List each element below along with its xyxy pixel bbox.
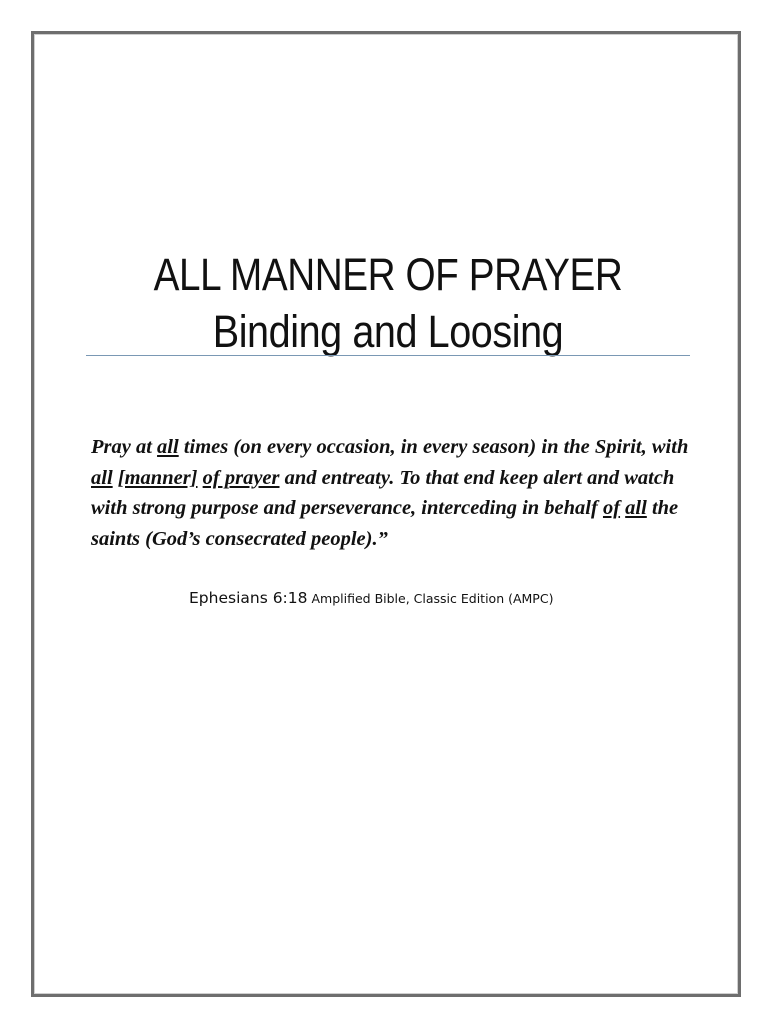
title-block xyxy=(86,246,690,360)
title-divider xyxy=(86,355,690,356)
scripture-quote xyxy=(91,432,691,554)
quote-underlined-text: all xyxy=(157,436,179,458)
quote-underlined-text: of xyxy=(602,497,621,519)
document-page xyxy=(31,31,741,997)
quote-underlined-text: all xyxy=(91,466,113,489)
quote-text: times (on every occasion, in every season) in the Spirit, with xyxy=(178,436,689,458)
quote-text: the saints (God’s consecrated people).” xyxy=(91,497,679,550)
citation-reference: Ephesians 6:18 xyxy=(189,589,308,607)
quote-text: Pray at xyxy=(91,436,158,458)
quote-underlined-text: of prayer xyxy=(202,466,280,489)
document-title: ALL MANNER OF PRAYER xyxy=(153,249,623,300)
scripture-citation xyxy=(189,588,709,607)
citation-edition: Amplified Bible, Classic Edition (AMPC) xyxy=(307,591,554,606)
quote-text: and entreaty. To that end keep alert and watch with strong purpose and perseverance, interceding in behalf xyxy=(91,466,675,519)
document-subtitle: Binding and Loosing xyxy=(212,306,564,357)
quote-underlined-text: all xyxy=(625,497,647,519)
quote-underlined-text: [manner] xyxy=(117,466,198,489)
